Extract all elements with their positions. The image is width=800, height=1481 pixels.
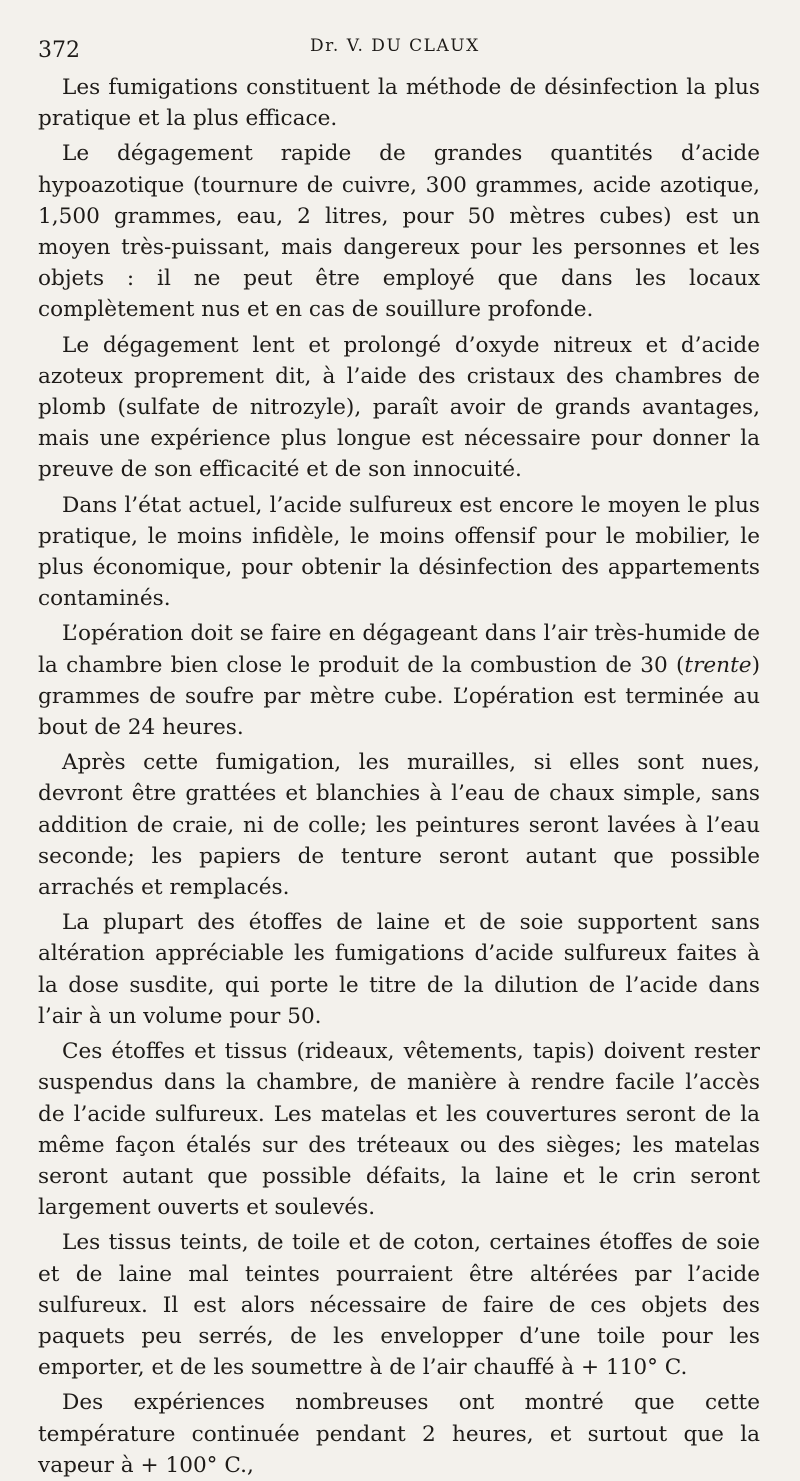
running-head: Dr. V. DU CLAUX [310, 36, 480, 56]
paragraph-operation [38, 618, 760, 743]
paragraph-operation-italic: trente [684, 652, 752, 678]
paragraph-fumigations: Les fumigations constituent la méthode de désinfection la plus pratique et la plus efficace. [38, 75, 760, 132]
paragraph-acide-hypoazotique: Le dégagement rapide de grandes quantités d’acide hypoazotique (tournure de cuivre, 300 grammes, acide azotique, 1,500 grammes, eau, 2 litres, pour 50 mètres cubes) est un moyen très-puissant, mais dangereux pour les personnes et les objets : il ne peut être employé que dans les locaux complètement nus et en cas de souillure profonde. [38, 141, 760, 323]
paragraph-acide-sulfureux: Dans l’état actuel, l’acide sulfureux est encore le moyen le plus pratique, le moins infidèle, le moins offensif pour le mobilier, le plus économique, pour obtenir la désinfection des appartements contaminés. [38, 492, 760, 612]
paragraph-murailles: Après cette fumigation, les murailles, si elles sont nues, devront être grattées et blanchies à l’eau de chaux simple, sans addition de craie, ni de colle; les peintures seront lavées à l’eau seconde; les papiers de tenture seront autant que possible arrachés et remplacés. [38, 750, 760, 901]
paragraph-operation-text-1: L’opération doit se faire en dégageant dans l’air très-humide de la chambre bien close le produit de la combustion de 30 ( [38, 621, 760, 678]
page-number: 372 [38, 38, 80, 63]
paragraph-tissus-rideaux: Ces étoffes et tissus (rideaux, vêtements, tapis) doivent rester suspendus dans la chambre, de manière à rendre facile l’accès de l’acide sulfureux. Les matelas et les couvertures seront de la même façon étalés sur des tréteaux ou des sièges; les matelas seront autant que possible défaits, la laine et le crin seront largement ouverts et soulevés. [38, 1039, 760, 1221]
paragraph-experiences: Des expériences nombreuses ont montré que cette température continuée pendant 2 heures, et surtout que la vapeur à + 100° C., [38, 1390, 760, 1478]
paragraph-oxyde-nitreux: Le dégagement lent et prolongé d’oxyde nitreux et d’acide azoteux proprement dit, à l’aide des cristaux des chambres de plomb (sulfate de nitrozyle), paraît avoir de grands avantages, mais une expérience plus longue est nécessaire pour donner la preuve de son efficacité et de son innocuité. [38, 332, 760, 483]
paragraph-tissus-teints: Les tissus teints, de toile et de coton, certaines étoffes de soie et de laine mal teintes pourraient être altérées par l’acide sulfureux. Il est alors nécessaire de faire de ces objets des paquets peu serrés, de les envelopper d’une toile pour les emporter, et de les soumettre à de l’air chauffé à + 110° C. [38, 1230, 760, 1381]
page-header [38, 34, 760, 62]
paragraph-operation-text-2: ) grammes de soufre par mètre cube. L’opération est terminée au bout de 24 heures. [38, 652, 760, 741]
paragraph-etoffes-laine: La plupart des étoffes de laine et de soie supportent sans altération appréciable les fumigations d’acide sulfureux faites à la dose susdite, qui porte le titre de la dilution de l’acide dans l’air à un volume pour 50. [38, 910, 760, 1029]
body-text [38, 72, 760, 1481]
